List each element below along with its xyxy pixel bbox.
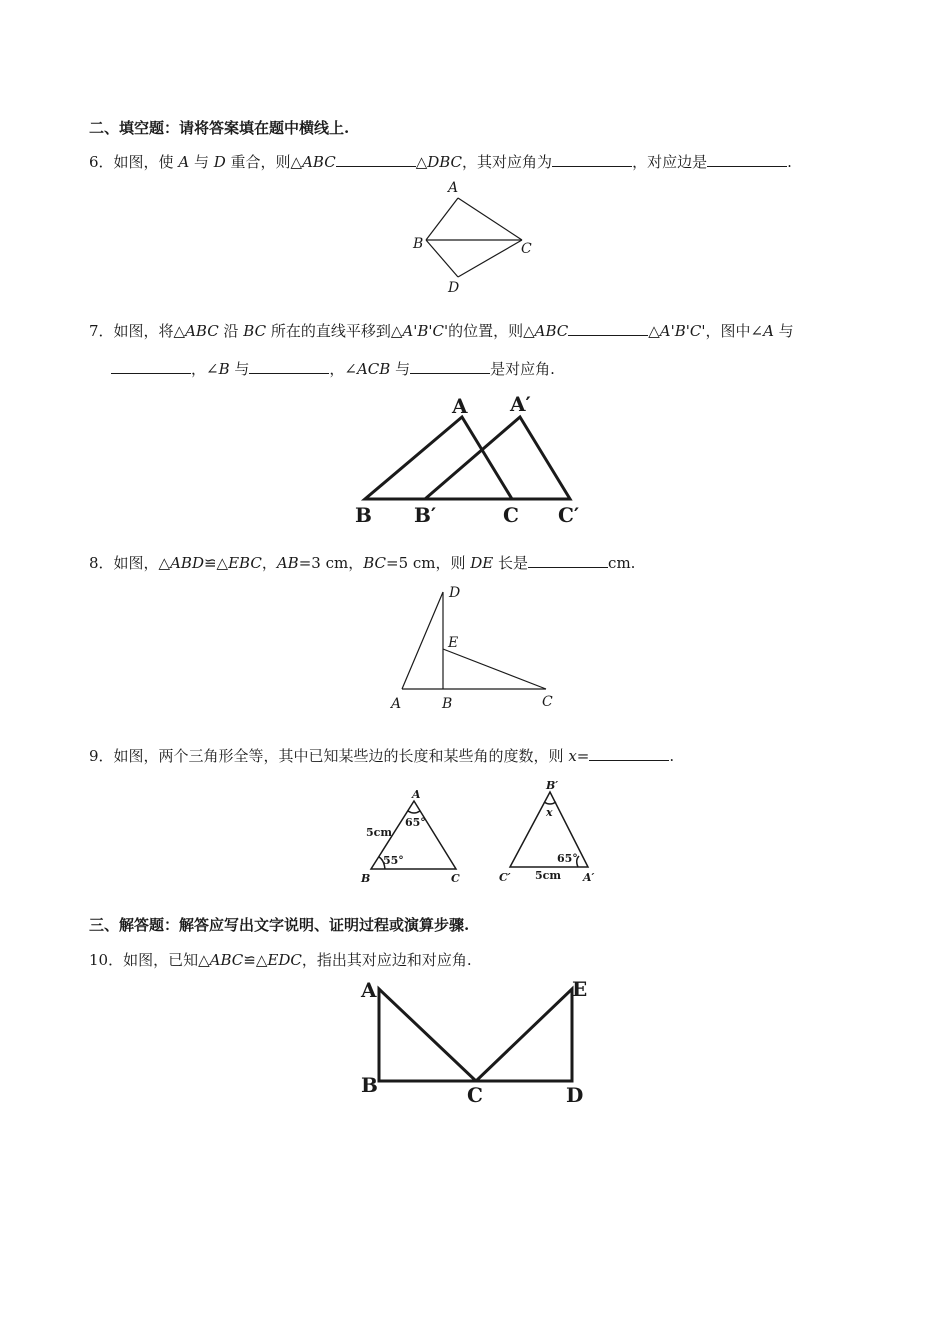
label-A: A [361,978,377,1002]
figure-q9-left-triangle [355,775,475,890]
figure-q7-translated-triangles [350,392,590,532]
label-A: A [448,180,459,196]
label-B: B [355,503,372,527]
answer-blank[interactable] [707,152,787,167]
label-E: E [448,635,459,651]
label-C: C [542,694,553,710]
answer-blank[interactable] [111,359,191,374]
label-C: C [521,241,532,257]
angle-A-65: 65° [405,816,426,829]
figure-q10-congruent-triangles [350,975,600,1110]
side-length-5cm: 5cm [366,826,392,839]
section-2-heading: 二、填空题：请将答案填在题中横线上. [89,119,350,137]
label-B: B [413,236,424,252]
label-B-prime: B′ [546,779,559,792]
label-C: C [451,872,460,885]
question-10-text: 10．如图，已知△ABC≌△EDC，指出其对应边和对应角. [89,951,472,969]
label-C-prime: C′ [499,871,511,884]
figure-q9-right-triangle [495,775,610,890]
answer-blank[interactable] [336,152,416,167]
label-D: D [448,280,460,296]
answer-blank[interactable] [410,359,490,374]
label-B-prime: B′ [414,503,437,527]
label-B: B [442,696,453,712]
question-6-text: 6．如图，使 A 与 D 重合，则△ABC △DBC，其对应角为 ，对应边是 . [89,153,792,171]
question-number: 7． [89,322,114,340]
question-number: 9． [89,747,114,765]
question-7-text: 7．如图，将△ABC 沿 BC 所在的直线平移到△A'B'C'的位置，则△ABC △A'B'C'，图中∠A 与 [89,322,794,340]
label-B: B [361,1073,378,1097]
label-C-prime: C′ [558,503,580,527]
label-A: A [452,394,468,418]
figure-q6-quadrilateral [400,178,550,298]
angle-x: x [546,806,553,819]
question-number: 8． [89,554,114,572]
question-number: 10． [89,951,124,969]
answer-blank[interactable] [568,321,648,336]
label-A: A [391,696,402,712]
label-B: B [361,872,371,885]
label-A-prime: A′ [510,392,531,416]
label-E: E [572,977,588,1001]
side-length-5cm: 5cm [535,869,561,882]
angle-A-prime-65: 65° [557,852,578,865]
question-7-text-line-2: ，∠B 与 ，∠ACB 与 是对应角. [111,359,555,379]
question-number: 6． [89,153,114,171]
section-3-heading: 三、解答题：解答应写出文字说明、证明过程或演算步骤. [89,916,470,934]
answer-blank[interactable] [552,152,632,167]
label-C: C [467,1083,483,1107]
question-8-text: 8．如图，△ABD≌△EBC，AB=3 cm，BC=5 cm，则 DE 长是 cm. [89,554,636,572]
answer-blank[interactable] [589,746,669,761]
answer-blank[interactable] [528,553,608,568]
answer-blank[interactable] [249,359,329,374]
label-D: D [566,1083,584,1107]
label-D: D [449,585,461,601]
label-A-prime: A′ [583,871,595,884]
label-A: A [412,788,421,801]
figure-q8-right-triangles [380,580,570,715]
label-C: C [503,503,519,527]
angle-B-55: 55° [383,854,404,867]
question-9-text: 9．如图，两个三角形全等，其中已知某些边的长度和某些角的度数，则 x= . [89,747,675,765]
